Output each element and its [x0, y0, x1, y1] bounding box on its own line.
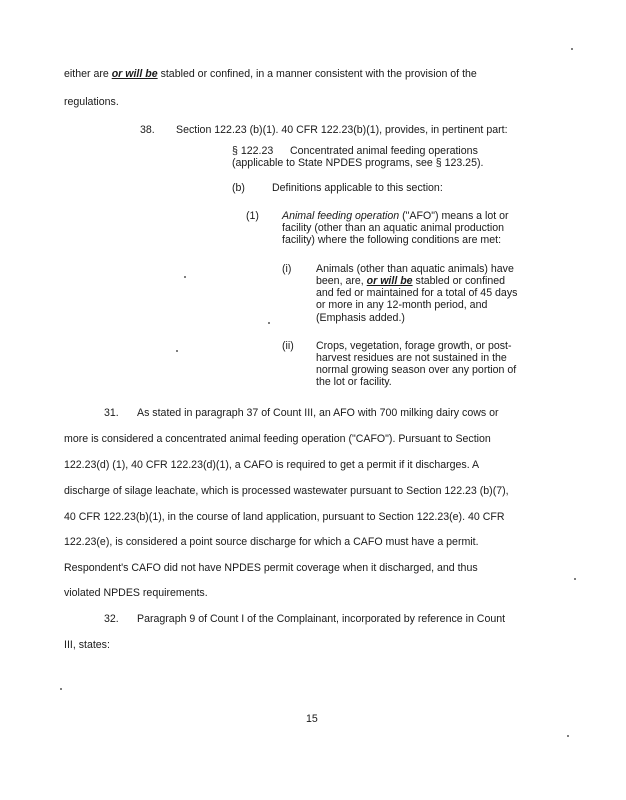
- emphasis-or-will-be-quote: or will be: [366, 275, 413, 287]
- continuation-line-1: either are or will be stabled or confined, in a manner consistent with the provision of the: [64, 68, 477, 80]
- paragraph-31-line-8: violated NPDES requirements.: [64, 587, 208, 599]
- paragraph-31-line-1: As stated in paragraph 37 of Count III, an AFO with 700 milking dairy cows or: [137, 407, 499, 419]
- paragraph-31-line-6: 122.23(e), is considered a point source discharge for which a CAFO must have a permit.: [64, 536, 479, 548]
- scan-speck: [184, 276, 186, 278]
- quote-ii-line-4: the lot or facility.: [316, 376, 392, 388]
- quote-b-text: Definitions applicable to this section:: [272, 182, 443, 194]
- quote-i-line-1: Animals (other than aquatic animals) have: [316, 263, 514, 275]
- quote-1-line-2: facility (other than an aquatic animal production: [282, 222, 505, 234]
- paragraph-31-line-5: 40 CFR 122.23(b)(1), in the course of land application, pursuant to Section 122.23(e). 40 CFR: [64, 511, 505, 523]
- quote-1-line-3: facility) where the following conditions are met:: [282, 234, 502, 246]
- quote-i-label: (i): [282, 263, 292, 275]
- scan-speck: [268, 322, 270, 324]
- paragraph-32-line-1: Paragraph 9 of Count I of the Complainant, incorporated by reference in Count: [137, 613, 506, 625]
- scan-speck: [567, 735, 569, 737]
- paragraph-31-line-2: more is considered a concentrated animal feeding operation ("CAFO"). Pursuant to Section: [64, 433, 491, 445]
- paragraph-31-line-4: discharge of silage leachate, which is processed wastewater pursuant to Section 122.23 (b)(7),: [64, 485, 509, 497]
- paragraph-31-line-7: Respondent's CAFO did not have NPDES permit coverage when it discharged, and thus: [64, 562, 478, 574]
- quote-section-number: § 122.23: [232, 145, 274, 157]
- paragraph-38-number: 38.: [140, 124, 155, 136]
- quote-i-line-5: (Emphasis added.): [316, 312, 405, 324]
- paragraph-31-line-3: 122.23(d) (1), 40 CFR 122.23(d)(1), a CAFO is required to get a permit if it discharges. A: [64, 459, 480, 471]
- continuation-line-2: regulations.: [64, 96, 119, 108]
- quote-1-label: (1): [246, 210, 259, 222]
- quote-ii-line-1: Crops, vegetation, forage growth, or post-: [316, 340, 512, 352]
- scan-speck: [571, 48, 573, 50]
- paragraph-32-line-2: III, states:: [64, 639, 110, 651]
- quote-1-line-1: Animal feeding operation ("AFO") means a lot or: [282, 210, 509, 222]
- page-number: 15: [306, 713, 318, 725]
- quote-i-line-2: been, are, or will be stabled or confined: [316, 275, 506, 287]
- quote-section-title: Concentrated animal feeding operations: [290, 145, 478, 157]
- defined-term: Animal feeding operation: [282, 210, 400, 222]
- paragraph-38-text: Section 122.23 (b)(1). 40 CFR 122.23(b)(1), provides, in pertinent part:: [176, 124, 508, 136]
- scan-speck: [176, 350, 178, 352]
- quote-b-label: (b): [232, 182, 245, 194]
- scan-speck: [60, 688, 62, 690]
- paragraph-31-number: 31.: [104, 407, 119, 419]
- emphasis-or-will-be: or will be: [111, 68, 158, 80]
- quote-i-line-4: or more in any 12-month period, and: [316, 299, 488, 311]
- quote-section-subtitle: (applicable to State NPDES programs, see § 123.25).: [232, 157, 484, 169]
- paragraph-32-number: 32.: [104, 613, 119, 625]
- quote-i-line-3: and fed or maintained for a total of 45 days: [316, 287, 518, 299]
- quote-ii-label: (ii): [282, 340, 294, 352]
- quote-ii-line-3: normal growing season over any portion of: [316, 364, 517, 376]
- quote-ii-line-2: harvest residues are not sustained in the: [316, 352, 507, 364]
- scan-speck: [574, 578, 576, 580]
